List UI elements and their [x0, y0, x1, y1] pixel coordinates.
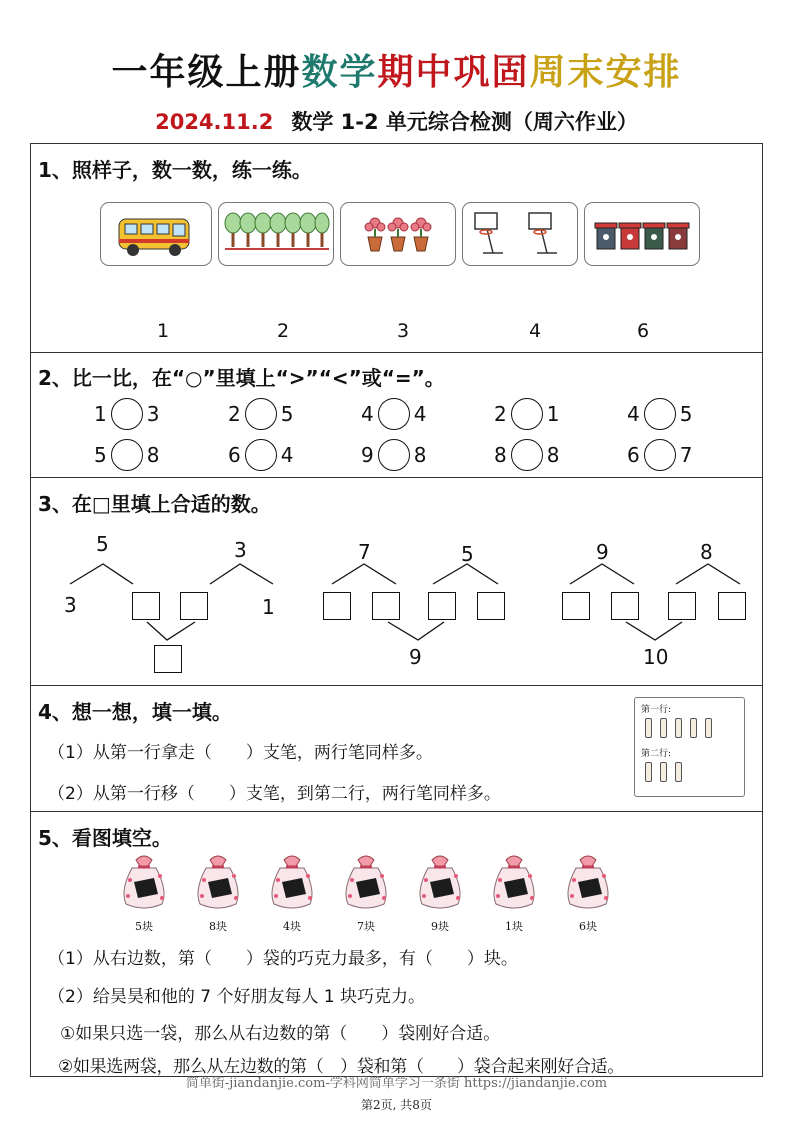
title-part: 期中巩固	[377, 52, 530, 93]
q1-answer: 1	[157, 320, 170, 342]
q2-heading: 2、比一比，在“○”里填上“>”“<”或“=”。	[38, 366, 445, 390]
pencil-icon	[675, 762, 682, 782]
q1-picture-bins	[584, 202, 700, 266]
compare-right: 4	[413, 402, 427, 426]
candy-bag-icon	[484, 850, 544, 912]
q1-answer: 4	[529, 320, 542, 342]
page-title	[0, 44, 793, 95]
answer-box[interactable]	[718, 592, 746, 620]
chocolate-bags	[114, 850, 634, 936]
compare-item	[228, 439, 293, 471]
candy-bag-icon	[188, 850, 248, 912]
candy-bag-icon	[410, 850, 470, 912]
title-part: 数学	[301, 52, 378, 93]
subtitle-text: 数学 1-2 单元综合检测（周六作业）	[291, 110, 638, 134]
title-part: 一年级上册	[111, 52, 302, 93]
chocolate-bag	[484, 850, 544, 936]
compare-left: 1	[94, 402, 107, 426]
pencil-icon	[645, 762, 652, 782]
row2-label: 第二行:	[641, 749, 672, 759]
trees-icon	[219, 203, 333, 265]
basketball-hoops-icon	[463, 203, 577, 265]
compare-right: 4	[280, 443, 294, 467]
compare-item	[494, 398, 559, 430]
answer-box[interactable]	[428, 592, 456, 620]
answer-circle[interactable]	[245, 439, 277, 471]
q1-picture-flowers	[340, 202, 456, 266]
compare-left: 6	[627, 443, 640, 467]
compare-right: 1	[546, 402, 560, 426]
q1-picture-trees	[218, 202, 334, 266]
bag-label: 8块	[209, 920, 227, 933]
q5-line-4: ②如果选两袋，那么从左边数的第（ ）袋和第（ ）袋合起来刚好合适。	[58, 1057, 625, 1077]
answer-box[interactable]	[372, 592, 400, 620]
flowers-icon	[341, 203, 455, 265]
title-part: 周末安排	[529, 52, 682, 93]
answer-circle[interactable]	[511, 439, 543, 471]
pencil-icon	[645, 718, 652, 738]
answer-box[interactable]	[562, 592, 590, 620]
chocolate-bag	[410, 850, 470, 936]
pens-card	[634, 697, 745, 797]
q4-line-2: （2）从第一行移（ ）支笔，到第二行，两行笔同样多。	[48, 784, 501, 804]
q5-line-3: ①如果只选一袋，那么从右边数的第（ ）袋刚好合适。	[60, 1024, 501, 1044]
section-divider	[30, 811, 763, 812]
q5-line-2: （2）给昊昊和他的 7 个好朋友每人 1 块巧克力。	[48, 987, 426, 1007]
compare-right: 8	[546, 443, 560, 467]
pencil-icon	[675, 718, 682, 738]
bag-label: 6块	[579, 920, 597, 933]
compare-left: 6	[228, 443, 241, 467]
answer-box[interactable]	[154, 645, 182, 673]
tree-number: 10	[643, 645, 669, 669]
tree-number: 7	[358, 540, 371, 564]
q1-picture-hoops	[462, 202, 578, 266]
answer-box[interactable]	[668, 592, 696, 620]
compare-right: 7	[679, 443, 693, 467]
bag-label: 9块	[431, 920, 449, 933]
pencil-icon	[705, 718, 712, 738]
candy-bag-icon	[114, 850, 174, 912]
compare-item	[361, 439, 426, 471]
chocolate-bag	[114, 850, 174, 936]
trash-bins-icon	[585, 203, 699, 265]
pencil-icon	[690, 718, 697, 738]
answer-circle[interactable]	[111, 398, 143, 430]
q4-line-1: （1）从第一行拿走（ ）支笔，两行笔同样多。	[48, 743, 433, 763]
tree-number: 9	[596, 540, 609, 564]
answer-box[interactable]	[180, 592, 208, 620]
section-divider	[30, 352, 763, 353]
compare-left: 2	[494, 402, 507, 426]
compare-left: 9	[361, 443, 374, 467]
answer-circle[interactable]	[378, 398, 410, 430]
answer-box[interactable]	[323, 592, 351, 620]
q5-line-1: （1）从右边数，第（ ）袋的巧克力最多，有（ ）块。	[48, 949, 518, 969]
answer-box[interactable]	[132, 592, 160, 620]
tree-number: 5	[461, 542, 474, 566]
candy-bag-icon	[336, 850, 396, 912]
compare-item	[627, 439, 692, 471]
tree-number: 8	[700, 540, 713, 564]
section-divider	[30, 685, 763, 686]
page-number: 第2页, 共8页	[361, 1098, 432, 1112]
compare-right: 8	[146, 443, 160, 467]
candy-bag-icon	[262, 850, 322, 912]
row1-label: 第一行:	[641, 705, 672, 715]
q1-answer: 3	[397, 320, 410, 342]
answer-circle[interactable]	[111, 439, 143, 471]
chocolate-bag	[558, 850, 618, 936]
answer-circle[interactable]	[511, 398, 543, 430]
q5-heading: 5、看图填空。	[38, 826, 172, 850]
compare-right: 5	[679, 402, 693, 426]
compare-left: 4	[627, 402, 640, 426]
chocolate-bag	[336, 850, 396, 936]
compare-right: 8	[413, 443, 427, 467]
q1-answer: 2	[277, 320, 290, 342]
date: 2024.11.2	[155, 110, 274, 134]
answer-circle[interactable]	[644, 439, 676, 471]
answer-circle[interactable]	[378, 439, 410, 471]
compare-right: 5	[280, 402, 294, 426]
q1-heading: 1、照样子，数一数，练一练。	[38, 158, 312, 182]
compare-right: 3	[146, 402, 160, 426]
q1-picture-bus	[100, 202, 212, 266]
compare-item	[361, 398, 426, 430]
compare-left: 5	[94, 443, 107, 467]
tree-number: 3	[234, 538, 247, 562]
answer-box[interactable]	[477, 592, 505, 620]
q3-heading: 3、在□里填上合适的数。	[38, 492, 271, 516]
candy-bag-icon	[558, 850, 618, 912]
bag-label: 7块	[357, 920, 375, 933]
answer-circle[interactable]	[245, 398, 277, 430]
tree-number: 9	[409, 645, 422, 669]
compare-item	[627, 398, 692, 430]
pens-row-2	[645, 762, 682, 782]
compare-left: 8	[494, 443, 507, 467]
watermark: 简单街-jiandanjie.com-学科网简单学习一条街 https://jiandanjie.com	[185, 1076, 608, 1091]
q4-heading: 4、想一想，填一填。	[38, 700, 232, 724]
compare-left: 4	[361, 402, 374, 426]
tree-number: 1	[262, 595, 275, 619]
compare-item	[94, 439, 159, 471]
compare-left: 2	[228, 402, 241, 426]
pencil-icon	[660, 762, 667, 782]
bus-icon	[101, 203, 211, 265]
q1-answer: 6	[637, 320, 650, 342]
pens-row-1	[645, 718, 712, 738]
compare-item	[94, 398, 159, 430]
bag-label: 4块	[283, 920, 301, 933]
chocolate-bag	[188, 850, 248, 936]
answer-box[interactable]	[611, 592, 639, 620]
tree-number: 5	[96, 532, 109, 556]
pencil-icon	[660, 718, 667, 738]
compare-item	[494, 439, 559, 471]
bag-label: 5块	[135, 920, 153, 933]
bag-label: 1块	[505, 920, 523, 933]
compare-item	[228, 398, 293, 430]
page-subtitle	[0, 106, 793, 136]
answer-circle[interactable]	[644, 398, 676, 430]
chocolate-bag	[262, 850, 322, 936]
tree-number: 3	[64, 593, 77, 617]
